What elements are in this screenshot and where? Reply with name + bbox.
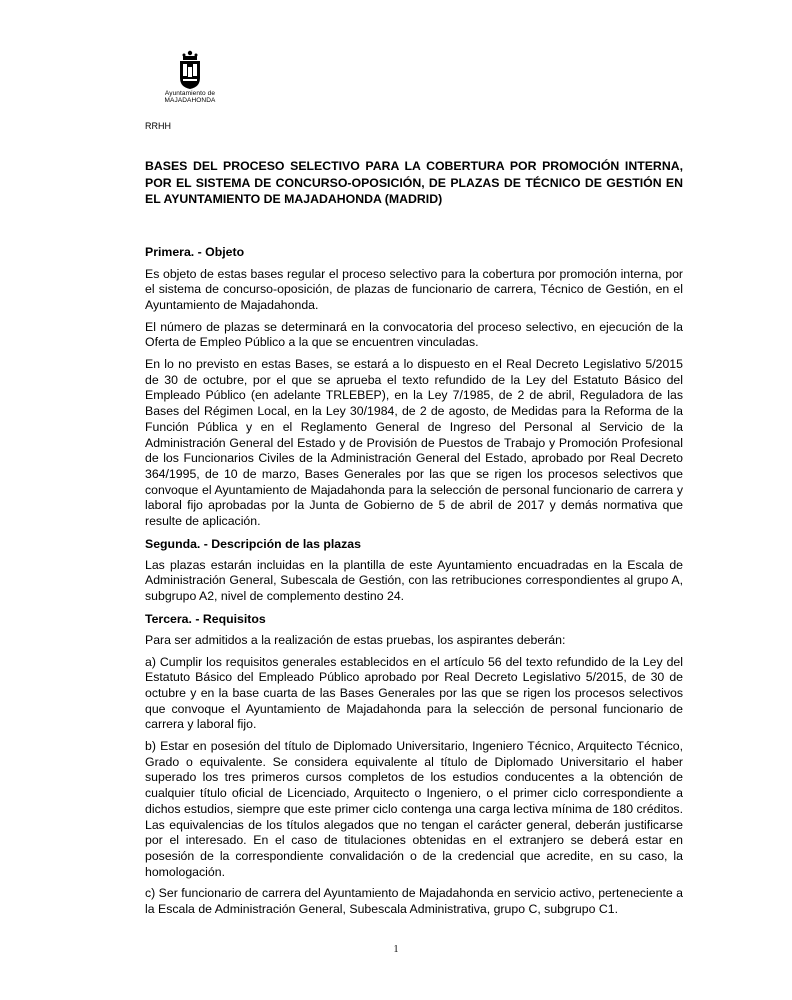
list-item: b) Estar en posesión del título de Diplomado Universitario, Ingeniero Técnico, Arquitecto Técnico, Grado o equivalente. Se considera equivalente al título de Diplomado Universitario el haber superado los tres primeros cursos completos de los estudios conducentes a la obtención de cualquier título oficial de Licenciado, Arquitecto o Ingeniero, o el primer ciclo correspondiente a dichos estudios, siempre que este primer ciclo contenga una carga lectiva mínima de 180 créditos. Las equivalencias de los títulos alegados que no tengan el carácter general, deberán justificarse por el interesado. En el caso de titulaciones obtenidas en el extranjero se deberá estar en posesión de la correspondiente convalidación o de la credencial que acredite, en su caso, la homologación. [145, 739, 683, 879]
paragraph: Las plazas estarán incluidas en la plantilla de este Ayuntamiento encuadradas en la Escala de Administración General, Subescala de Gestión, con las retribuciones correspondientes al grupo A, subgrupo A2, nivel de complemento destino 24. [145, 557, 683, 604]
section-heading-tercera: Tercera. - Requisitos [145, 611, 266, 626]
section-heading-segunda: Segunda. - Descripción de las plazas [145, 536, 361, 551]
list-item: a) Cumplir los requisitos generales establecidos en el artículo 56 del texto refundido de la Ley del Estatuto Básico del Empleado Público aprobado por Real Decreto Legislativo 5/2015, de 30 de octubre y en la base cuarta de las Bases Generales por las que se rigen los procesos selectivos que convoque el Ayuntamiento de Majadahonda para la selección de personal funcionario de carrera y laboral fijo. [145, 654, 683, 732]
department-label: RRHH [145, 121, 171, 131]
logo-line-2: MAJADAHONDA [164, 97, 216, 104]
paragraph: En lo no previsto en estas Bases, se estará a lo dispuesto en el Real Decreto Legislativo 5/2015 de 30 de octubre, por el que se aprueba el texto refundido de la Ley del Estatuto Básico del Empleado Público (en adelante TRLEBEP), en la Ley 7/1985, de 2 de abril, Reguladora de las Bases del Régimen Local, en la Ley 30/1984, de 2 de agosto, de Medidas para la Reforma de la Función Pública y en el Reglamento General de Ingreso del Personal al Servicio de la Administración General del Estado y de Provisión de Puestos de Trabajo y Promoción Profesional de los Funcionarios Civiles de la Administración General del Estado, aprobado por Real Decreto 364/1995, de 10 de marzo, Bases Generales por las que se rigen los procesos selectivos que convoque el Ayuntamiento de Majadahonda para la selección de personal funcionario de carrera y laboral fijo aprobadas por la Junta de Gobierno de 5 de abril de 2017 y demás normativa que resulte de aplicación. [145, 357, 683, 529]
paragraph: Es objeto de estas bases regular el proceso selectivo para la cobertura por promoción interna, por el sistema de concurso-oposición, de plazas de funcionario de carrera, Técnico de Gestión, en el Ayuntamiento de Majadahonda. [145, 266, 683, 312]
list-item: c) Ser funcionario de carrera del Ayuntamiento de Majadahonda en servicio activo, perteneciente a la Escala de Administración General, Subescala Administrativa, grupo C, subgrupo C1. [145, 886, 683, 917]
page-number: 1 [393, 944, 399, 955]
document-body [145, 158, 683, 918]
document-title: BASES DEL PROCESO SELECTIVO PARA LA COBERTURA POR PROMOCIÓN INTERNA, POR EL SISTEMA DE CONCURSO-OPOSICIÓN, DE PLAZAS DE TÉCNICO DE GESTIÓN EN EL AYUNTAMIENTO DE MAJADAHONDA (MADRID) [145, 159, 683, 206]
municipal-logo [160, 50, 220, 104]
logo-line-1: Ayuntamiento de [164, 90, 216, 97]
paragraph: El número de plazas se determinará en la convocatoria del proceso selectivo, en ejecución de la Oferta de Empleo Público a la que se encuentren vinculadas. [145, 319, 683, 350]
section-heading-primera: Primera. - Objeto [145, 244, 245, 259]
paragraph: Para ser admitidos a la realización de estas pruebas, los aspirantes deberán: [145, 632, 566, 647]
coat-of-arms-icon [175, 50, 205, 90]
